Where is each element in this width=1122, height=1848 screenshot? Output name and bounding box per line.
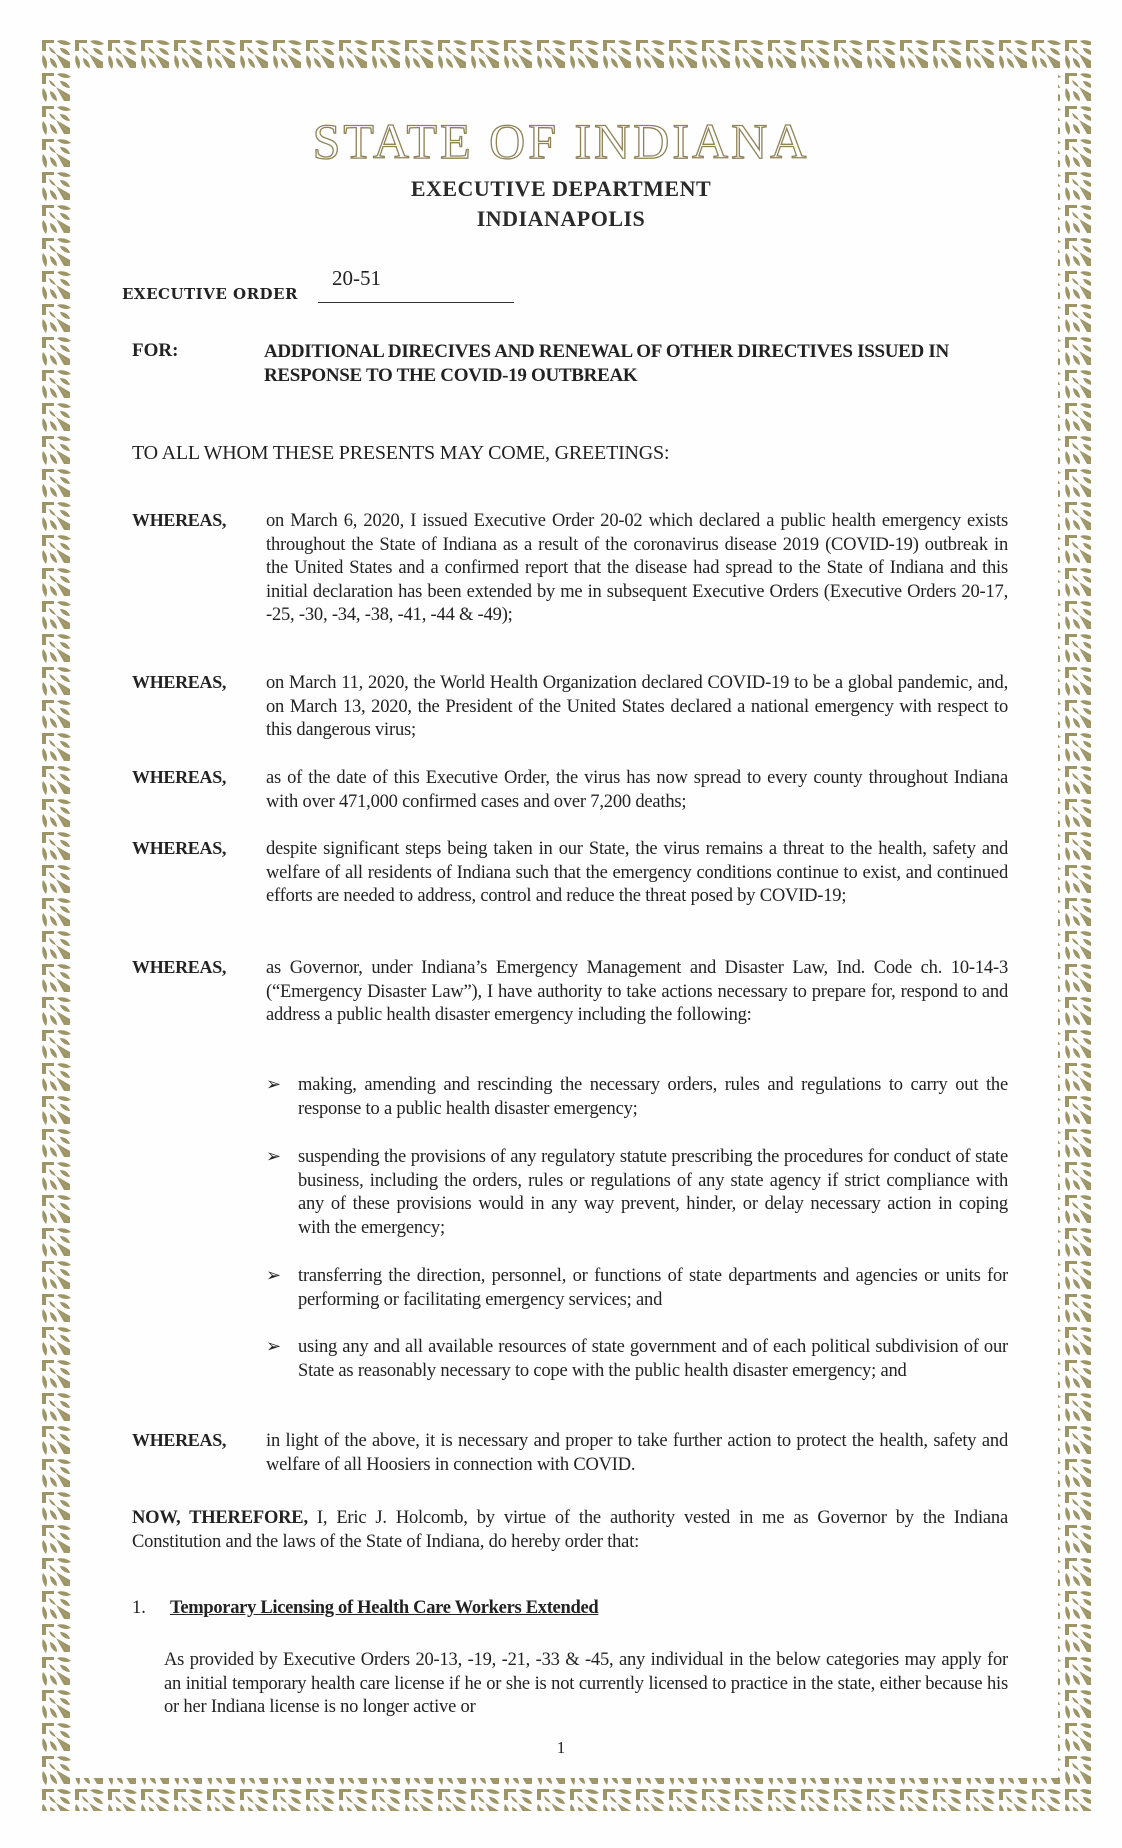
whereas-clause: as of the date of this Executive Order, the virus has now spread to every county throughout Indiana with over 471,000 confirmed cases and over 7,200 deaths; [266, 768, 1008, 812]
authority-bullet: using any and all available resources of state government and of each political subdivision of our State as reasonably necessary to cope with the public health disaster emergency; and [298, 1337, 1008, 1381]
arrow-bullet-icon: ➢ [266, 1336, 282, 1356]
greeting: TO ALL WHOM THESE PRESENTS MAY COME, GREETINGS: [132, 442, 670, 464]
now-therefore-lead: NOW, THEREFORE, [132, 1508, 308, 1528]
whereas-clause: as Governor, under Indiana’s Emergency Management and Disaster Law, Ind. Code ch. 10-14-3 (“Emergency Disaster Law”), I have authority to take actions necessary to prepare for, respond to and address a public health disaster emergency including the following: [266, 958, 1008, 1026]
authority-bullet: making, amending and rescinding the necessary orders, rules and regulations to carry out the response to a public health disaster emergency; [298, 1075, 1008, 1119]
whereas-label: WHEREAS, [132, 1430, 227, 1450]
order-number-line [318, 302, 514, 303]
authority-bullet: suspending the provisions of any regulatory statute prescribing the procedures for conduct of state business, including the orders, rules or regulations of any state agency if strict compliance with any of these provisions would in any way prevent, hinder, or delay necessary action in coping with the emergency; [298, 1147, 1008, 1238]
section-title: Temporary Licensing of Health Care Workers Extended [170, 1598, 599, 1618]
section-body: As provided by Executive Orders 20-13, -19, -21, -33 & -45, any individual in the below categories may apply for an initial temporary health care license if he or she is not currently licensed to practice in the state, either because his or her Indiana license is no longer active or [164, 1650, 1008, 1718]
now-therefore-text: I, Eric J. Holcomb, by virtue of the authority vested in me as Governor by the Indiana Constitution and the laws of the State of Indiana, do hereby order that: [132, 1508, 1008, 1552]
for-label: FOR: [132, 340, 179, 361]
arrow-bullet-icon: ➢ [266, 1265, 282, 1285]
city-heading: INDIANAPOLIS [476, 206, 646, 231]
whereas-clause: on March 6, 2020, I issued Executive Order 20-02 which declared a public health emergency exists throughout the State of Indiana as a result of the coronavirus disease 2019 (COVID-19) outbreak in the United States and a confirmed report that the disease had spread to the State of Indiana and this initial declaration has been extended by me in subsequent Executive Orders (Executive Orders 20-17, -25, -30, -34, -38, -41, -44 & -49); [266, 511, 1008, 626]
whereas-label: WHEREAS, [132, 838, 227, 858]
page-number: 1 [556, 1738, 566, 1757]
authority-bullet: transferring the direction, personnel, or functions of state departments and agencies or units for performing or facilitating emergency services; and [298, 1266, 1008, 1310]
whereas-label: WHEREAS, [132, 510, 227, 530]
whereas-label: WHEREAS, [132, 957, 227, 977]
whereas-label: WHEREAS, [132, 767, 227, 787]
executive-order-label: EXECUTIVE ORDER [122, 285, 298, 303]
executive-order-number: 20-51 [332, 266, 381, 290]
whereas-clause: on March 11, 2020, the World Health Organization declared COVID-19 to be a global pandemic, and, on March 13, 2020, the President of the United States declared a national emergency with respect to this dangerous virus; [266, 673, 1008, 741]
arrow-bullet-icon: ➢ [266, 1146, 282, 1166]
state-title: STATE OF INDIANA [312, 113, 810, 169]
arrow-bullet-icon: ➢ [266, 1074, 282, 1094]
department-heading: EXECUTIVE DEPARTMENT [410, 176, 712, 201]
whereas-clause: in light of the above, it is necessary and proper to take further action to protect the health, safety and welfare of all Hoosiers in connection with COVID. [266, 1431, 1008, 1475]
whereas-clause: despite significant steps being taken in our State, the virus remains a threat to the health, safety and welfare of all residents of Indiana such that the emergency conditions continue to exist, and continued efforts are needed to address, control and reduce the threat posed by COVID-19; [266, 839, 1008, 907]
section-number: 1. [132, 1598, 146, 1618]
whereas-label: WHEREAS, [132, 672, 227, 692]
order-subject: ADDITIONAL DIRECIVES AND RENEWAL OF OTHER DIRECTIVES ISSUED IN RESPONSE TO THE COVID-19 OUTBREAK [264, 341, 949, 386]
now-therefore-paragraph [132, 1507, 1008, 1554]
